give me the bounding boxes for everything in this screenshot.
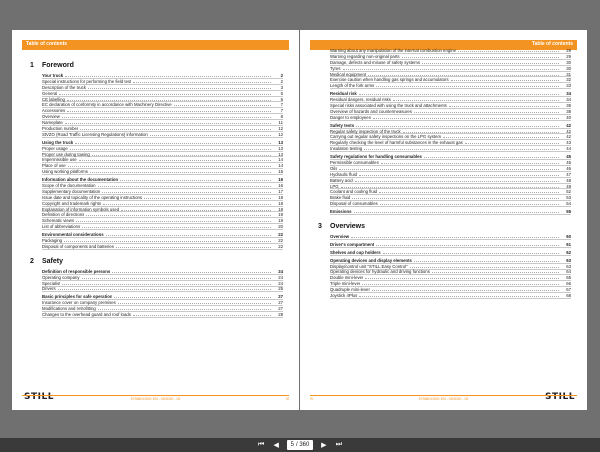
toc-entry-page: 13 [278,151,283,157]
dot-leader [372,290,559,291]
toc-entry-page: 49 [566,183,571,189]
dot-leader [368,75,559,76]
toc-entry-page: 42 [566,122,571,128]
toc-entry-page: 13 [278,145,283,151]
toc-entry-title: StVZO (Road Traffic Licensing Regulations) information [42,131,148,137]
dot-leader [116,247,271,248]
toc-entry-page: 42 [566,134,571,140]
dot-leader [343,69,559,70]
dot-leader [82,278,272,279]
header-title: Table of contents [531,41,573,47]
toc-entry-title: LPG [330,183,339,189]
toc-entry-title: Using working platforms [42,169,88,175]
page-indicator[interactable] [287,440,314,450]
toc-group [42,73,283,250]
toc-entry-title: Impermissible use [42,157,77,163]
spacer [30,250,283,254]
dot-leader [403,132,559,133]
dot-leader [381,163,559,164]
right-page [300,30,587,410]
toc-entry-page: 18 [278,194,283,200]
toc-entry-page: 16 [278,182,283,188]
toc-entry-page: 6 [280,96,283,102]
toc-entry-page: 22 [278,243,283,249]
dot-leader [67,100,271,101]
toc-entry-page: 12 [278,131,283,137]
toc-entry-page: 19 [278,212,283,218]
spacer [318,215,571,219]
toc-entry[interactable] [330,115,571,121]
dot-leader [355,181,559,182]
toc-entry-title: Proper use during towing [42,151,90,157]
dot-leader [68,166,271,167]
toc-entry-title: Tyres [330,65,341,71]
toc-entry-page: 30 [566,59,571,65]
toc-entry-page: 63 [566,263,571,269]
toc-entry-title: Oils [330,165,338,171]
toc-entry-page: 14 [278,157,283,163]
page-footer [22,395,289,401]
toc-entry-title: Shelves and cup holders [330,249,381,255]
dot-leader [376,86,559,87]
dot-leader [120,180,271,181]
toc-entry-page: 31 [566,71,571,77]
toc-entry-page: 48 [566,177,571,183]
toc-entry-page: 12 [278,125,283,131]
toc-entry-title: Display/control unit "STILL Easy Control" [330,263,408,269]
dot-leader [62,117,271,118]
last-page-icon[interactable]: ⏭ [335,441,342,448]
doc-id: 57368011501 EN - 03/2020 - 03 [130,397,181,401]
dot-leader [86,215,271,216]
toc-entry-title: Danger to employees [330,114,371,120]
toc-entry-title: List of abbreviations [42,224,81,230]
toc-entry-title: Your truck [42,72,64,78]
dot-leader [424,157,559,158]
toc-entry-page: 29 [566,53,571,59]
header-title: Table of contents [26,41,68,47]
next-page-icon[interactable]: ▶ [321,442,327,449]
toc-entry-title: Operating company [42,274,80,280]
dot-leader [102,192,271,193]
toc-section[interactable] [330,242,571,248]
toc-entry-page: 33 [566,83,571,89]
toc-entry[interactable] [330,83,571,89]
toc-entry-page: 63 [566,257,571,263]
toc-entry-title: Driver's compartment [330,241,375,247]
toc-entry-title: Drivers [42,286,56,292]
toc-entry-title: Safety tests [330,122,355,128]
toc-entry-title: Proper usage [42,145,68,151]
dot-leader [465,143,559,144]
dot-leader [414,261,559,262]
dot-leader [449,106,559,107]
toc-entry-page: 24 [278,268,283,274]
toc-entry-title: Scope of the documentation [42,182,96,188]
toc-entry-page: 25 [278,286,283,292]
dot-leader [76,221,271,222]
toc-entry-title: Hydraulic fluid [330,171,357,177]
dot-leader [121,210,271,211]
toc-entry[interactable] [42,312,283,318]
toc-entry-title: Coolant and cooling fluid [330,189,378,195]
dot-leader [365,278,559,279]
toc-entry-title: Quadruple mini-lever [330,287,370,293]
toc-entry-title: Insulation testing [330,146,363,152]
toc-entry-page: 27 [278,306,283,312]
toc-entry-title: Carrying out regular safety inspections on the LPG system [330,134,442,140]
dot-leader [356,126,559,127]
dot-leader [359,94,559,95]
dot-leader [354,212,560,213]
toc-entry-title: General [42,90,58,96]
toc-entry-page: 24 [278,280,283,286]
dot-leader [133,82,271,83]
doc-id: 57368011501 EN - 03/2020 - 03 [418,397,469,401]
dot-leader [458,51,559,52]
toc-entry-title: Warning regarding non-original parts [330,53,400,59]
toc-section[interactable] [330,234,571,240]
dot-leader [67,111,271,112]
chapter-title: Overviews [330,223,366,231]
toc-entry-page: 2 [280,72,283,78]
toc-entry-title: Operating devices for hydraulic and driving functions [330,269,430,275]
toc-entry-title: Copyright and trademark rights [42,200,101,206]
toc-entry-title: Special instructions for performing the field test [42,78,132,84]
dot-leader [88,88,271,89]
toc-entry-title: Definition of responsible persons [42,268,111,274]
chapter-title: Safety [42,257,64,265]
toc-entry-page: 54 [566,201,571,207]
toc-entry-title: Information about the documentation [42,177,119,183]
dot-leader [373,118,559,119]
toc-entry-title: Special risks associated with using the truck and attachments [330,102,447,108]
toc-entry-title: Residual risk [330,91,357,97]
dot-leader [92,155,271,156]
toc-section[interactable] [330,250,571,256]
toc-entry-title: Description of the truck [42,84,86,90]
toc-entry-title: Medical equipment [330,71,367,77]
toc-entry-page: 55 [566,209,571,215]
toc-entry-title: Basic principles for safe operation [42,294,113,300]
toc-entry-title: Schematic views [42,218,74,224]
toc-chapter [318,221,571,232]
toc-entry-page: 28 [278,312,283,318]
toc-entry-page: 38 [566,108,571,114]
toc-entry-title: Exercise caution when handling gas springs and accumulators [330,77,449,83]
toc-entry[interactable] [42,169,283,175]
dot-leader [352,198,559,199]
toc-entry-title: Place of use [42,163,66,169]
toc-right [318,48,571,299]
toc-entry-page: 40 [566,114,571,120]
toc-entry-title: Packaging [42,238,63,243]
toc-entry-title: Emissions [330,209,352,215]
chapter-number: 1 [30,62,34,69]
dot-leader [79,160,271,161]
dot-leader [64,241,271,242]
dot-leader [364,149,559,150]
header-bar [22,40,289,50]
dot-leader [383,253,559,254]
toc-entry-title: Overview [42,114,60,120]
dot-leader [144,198,271,199]
dot-leader [379,192,559,193]
toc-entry-title: Length of the fork arms [330,83,375,89]
toc-entry-title: Battery acid [330,177,353,183]
toc-entry-page: 7 [280,108,283,114]
toc-entry-title: Production number [42,125,79,131]
dot-leader [98,309,271,310]
page-number: IV [310,397,314,401]
toc-entry-title: Safety regulations for handling consumables [330,154,422,160]
dot-leader [133,315,271,316]
toc-entry-page: 29 [566,47,571,53]
dot-leader [98,186,271,187]
dot-leader [70,149,271,150]
still-logo: STILL [545,392,575,402]
toc-entry-page: 27 [278,294,283,300]
toc-entry-title: Changes to the overhead guard and roof loads [42,312,131,318]
toc-chapter [30,256,283,267]
dot-leader [359,296,559,297]
left-page [12,30,299,410]
toc-entry-page: 2 [280,78,283,84]
dot-leader [341,187,559,188]
toc-entry-title: Overview of hazards and countermeasures [330,108,412,114]
prev-page-icon[interactable]: ◀ [273,442,279,449]
dot-leader [62,284,271,285]
toc-entry-page: 35 [566,102,571,108]
toc-entry-page: 15 [278,169,283,175]
toc-entry-page: 44 [566,146,571,152]
toc-entry-page: 17 [278,188,283,194]
toc-entry-title: Supplementary documentation [42,188,101,194]
chapter-title: Foreword [42,62,74,69]
toc-chapter [30,60,283,71]
toc-entry-title: Modifications and retrofitting [42,306,96,312]
toc-entry-page: 19 [278,218,283,224]
toc-entry-page: 32 [566,77,571,83]
chapter-number: 3 [318,223,322,231]
toc-entry-title: Warning about any manipulation of the internal combustion engine [330,47,456,53]
toc-entry-page: 18 [278,200,283,206]
toc-entry-title: Regularly checking the level of harmful substances in the exhaust gas [330,140,463,146]
toc-entry-title: Definition of directions [42,212,85,218]
toc-entry-title: Nameplate [42,120,63,126]
toc-entry-title: Using the truck [42,139,74,145]
dot-leader [414,112,559,113]
toc-entry-page: 61 [566,241,571,247]
dot-leader [351,237,559,238]
toc-entry[interactable] [42,287,283,293]
toc-entry-page: 7 [280,102,283,108]
dot-leader [402,57,559,58]
toc-entry-page: 66 [566,281,571,287]
dot-leader [75,143,271,144]
dot-leader [65,76,271,77]
dot-leader [65,123,271,124]
toc-entry-page: 42 [566,128,571,134]
toc-entry-title: Overview [330,234,350,239]
toc-entry-title: Environmental considerations [42,232,104,238]
toc-entry-page: 22 [278,238,283,243]
dot-leader [339,169,559,170]
toc-entry-page: 24 [278,274,283,280]
toc-entry-title: Damage, defects and misuse of safety systems [330,59,421,65]
dot-leader [174,105,271,106]
dot-leader [106,235,271,236]
toc-group [42,269,283,318]
still-logo: STILL [24,392,54,402]
toc-entry-page: 34 [566,91,571,97]
toc-entry-page: 27 [278,300,283,306]
chapter-number: 2 [30,257,34,265]
toc-entry-title: Brake fluid [330,195,351,201]
dot-leader [422,63,559,64]
page-footer [310,395,577,401]
toc-entry-page: 8 [280,114,283,120]
dot-leader [380,204,559,205]
toc-entry-title: Disposal of components and batteries [42,243,114,249]
toc-entry-title: Permissible consumables [330,159,379,165]
toc-entry-title: Insurance cover on company premises [42,300,116,306]
dot-leader [150,135,271,136]
dot-leader [376,245,559,246]
toc-entry-page: 53 [566,195,571,201]
toc-entry-page: 30 [566,65,571,71]
toc-entry-page: 52 [566,189,571,195]
toc-entry-page: 3 [280,84,283,90]
dot-leader [114,297,271,298]
toc-entry-page: 45 [566,154,571,160]
dot-leader [90,172,271,173]
toc-entry-page: 60 [566,234,571,239]
toc-entry[interactable] [330,201,571,207]
dot-leader [410,267,559,268]
dot-leader [82,227,271,228]
dot-leader [112,272,271,273]
toc-group [330,48,571,215]
dot-leader [359,175,559,176]
toc-entry[interactable] [330,293,571,299]
toc-entry-page: 16 [278,177,283,183]
toc-entry-page: 22 [278,232,283,238]
toc-entry-title: Explanation of information symbols used [42,206,120,212]
dot-leader [58,289,271,290]
dot-leader [393,100,559,101]
toc-entry-page: 67 [566,287,571,293]
toc-entry-page: 5 [280,90,283,96]
toc-entry-page: 18 [278,206,283,212]
toc-entry-title: Joystick 4Plus [330,293,358,299]
toc-entry-title: Regular safety inspection of the truck [330,128,401,134]
page-total: / 360 [295,442,310,448]
toc-entry-title: CE labelling [42,96,65,102]
toc-entry-page: 64 [566,269,571,275]
toc-entry-title: Operating devices and display elements [330,257,412,263]
toc-entry-title: Triple mini-lever [330,281,361,287]
dot-leader [432,272,559,273]
dot-leader [443,137,559,138]
toc-entry-page: 46 [566,165,571,171]
page-number: III [286,397,289,401]
toc-entry-page: 65 [566,275,571,281]
toc-entry-title: Accessories [42,108,66,114]
toc-entry[interactable] [330,146,571,152]
toc-entry-page: 43 [566,140,571,146]
dot-leader [59,94,271,95]
dot-leader [118,303,271,304]
toc-entry-title: Issue date and topicality of the operating instructions [42,194,143,200]
toc-entry-page: 13 [278,139,283,145]
toc-entry-title: Disposal of consumables [330,201,378,207]
dot-leader [103,204,271,205]
toc-left [30,58,283,318]
dot-leader [80,129,271,130]
toc-entry-title: Residual dangers, residual risks [330,97,391,103]
toc-entry-page: 68 [566,293,571,299]
toc-entry-title: Double mini-lever [330,275,364,281]
toc-entry-title: Specialist [42,280,61,286]
toc-group [330,234,571,299]
toc-entry-page: 20 [278,224,283,230]
toc-entry[interactable] [42,224,283,230]
page-nav-toolbar [0,438,600,452]
toc-entry-page: 47 [566,171,571,177]
page-input[interactable]: 5 [290,442,294,448]
toc-entry-page: 62 [566,249,571,255]
toc-entry-page: 34 [566,97,571,103]
first-page-icon[interactable]: ⏮ [257,441,265,448]
toc-entry-page: 45 [566,159,571,165]
toc-entry-page: 14 [278,163,283,169]
toc-entry-page: 11 [278,120,283,126]
toc-entry[interactable] [42,132,283,138]
dot-leader [451,80,559,81]
toc-entry-title: EC declaration of conformity in accordance with Machinery Directive [42,102,172,108]
dot-leader [362,284,559,285]
